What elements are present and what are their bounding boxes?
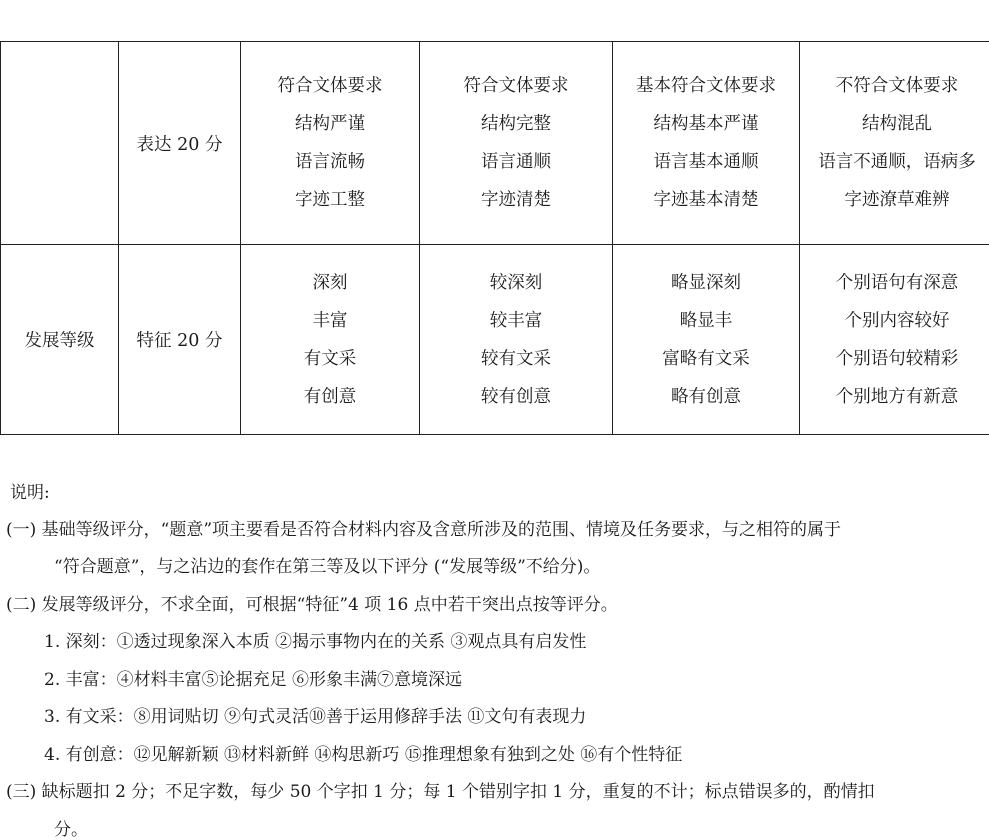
criterion-text: 有文采 <box>241 340 419 378</box>
criterion-text: 略显丰 <box>613 302 799 340</box>
criterion-text: 字迹基本清楚 <box>613 181 799 219</box>
criterion-text: 深刻 <box>241 264 419 302</box>
note-2-item-4: 4. 有创意：⑫见解新颖 ⑬材料新鲜 ⑭构思新巧 ⑮推理想象有独到之处 ⑯有个性特征 <box>44 740 682 765</box>
table-row-expression <box>1 42 989 245</box>
criterion-text: 结构完整 <box>420 105 612 143</box>
category-cell <box>1 42 119 245</box>
note-2: (二) 发展等级评分，不求全面，可根据“特征”4 项 16 点中若干突出点按等评分。 <box>6 590 618 615</box>
level-3-cell <box>613 42 800 245</box>
note-1-line-1: (一) 基础等级评分，“题意”项主要看是否符合材料内容及含意所涉及的范围、情境及任务要求，与之相符的属于 <box>6 515 841 540</box>
note-2-item-3: 3. 有文采：⑧用词贴切 ⑨句式灵活⑩善于运用修辞手法 ⑪文句有表现力 <box>44 702 586 727</box>
criterion-text: 语言基本通顺 <box>613 143 799 181</box>
criterion-text: 略有创意 <box>613 378 799 416</box>
criterion-text: 有创意 <box>241 378 419 416</box>
criterion-text: 结构混乱 <box>800 105 989 143</box>
level-1-cell <box>241 42 420 245</box>
criterion-text: 个别内容较好 <box>800 302 989 340</box>
criterion-text: 较有文采 <box>420 340 612 378</box>
criterion-text: 语言流畅 <box>241 143 419 181</box>
item-cell: 特征 20 分 <box>119 245 241 435</box>
criterion-text: 个别地方有新意 <box>800 378 989 416</box>
criterion-text: 结构严谨 <box>241 105 419 143</box>
table-row-development <box>1 245 989 435</box>
level-2-cell <box>420 245 613 435</box>
criterion-text: 富略有文采 <box>613 340 799 378</box>
criterion-text: 结构基本严谨 <box>613 105 799 143</box>
note-1-line-2: “符合题意”，与之沾边的套作在第三等及以下评分 (“发展等级”不给分)。 <box>54 552 600 577</box>
criterion-text: 不符合文体要求 <box>800 67 989 105</box>
criterion-text: 字迹潦草难辨 <box>800 181 989 219</box>
criterion-text: 个别语句较精彩 <box>800 340 989 378</box>
level-4-cell <box>800 42 989 245</box>
criterion-text: 符合文体要求 <box>241 67 419 105</box>
criterion-text: 个别语句有深意 <box>800 264 989 302</box>
criterion-text: 较有创意 <box>420 378 612 416</box>
item-cell: 表达 20 分 <box>119 42 241 245</box>
note-2-item-2: 2. 丰富：④材料丰富⑤论据充足 ⑥形象丰满⑦意境深远 <box>44 665 462 690</box>
criterion-text: 基本符合文体要求 <box>613 67 799 105</box>
level-1-cell <box>241 245 420 435</box>
level-4-cell <box>800 245 989 435</box>
grading-table <box>0 41 989 435</box>
criterion-text: 较深刻 <box>420 264 612 302</box>
criterion-text: 符合文体要求 <box>420 67 612 105</box>
criterion-text: 较丰富 <box>420 302 612 340</box>
criterion-text: 字迹清楚 <box>420 181 612 219</box>
criterion-text: 语言不通顺，语病多 <box>800 143 989 181</box>
level-3-cell <box>613 245 800 435</box>
criterion-text: 丰富 <box>241 302 419 340</box>
note-3-line-1: (三) 缺标题扣 2 分；不足字数，每少 50 个字扣 1 分；每 1 个错别字扣 1 分，重复的不计；标点错误多的，酌情扣 <box>6 777 875 802</box>
note-2-item-1: 1. 深刻：①透过现象深入本质 ②揭示事物内在的关系 ③观点具有启发性 <box>44 627 586 652</box>
criterion-text: 语言通顺 <box>420 143 612 181</box>
category-cell: 发展等级 <box>1 245 119 435</box>
notes-heading: 说明: <box>10 478 50 503</box>
note-3-line-2: 分。 <box>54 815 88 840</box>
criterion-text: 略显深刻 <box>613 264 799 302</box>
criterion-text: 字迹工整 <box>241 181 419 219</box>
level-2-cell <box>420 42 613 245</box>
